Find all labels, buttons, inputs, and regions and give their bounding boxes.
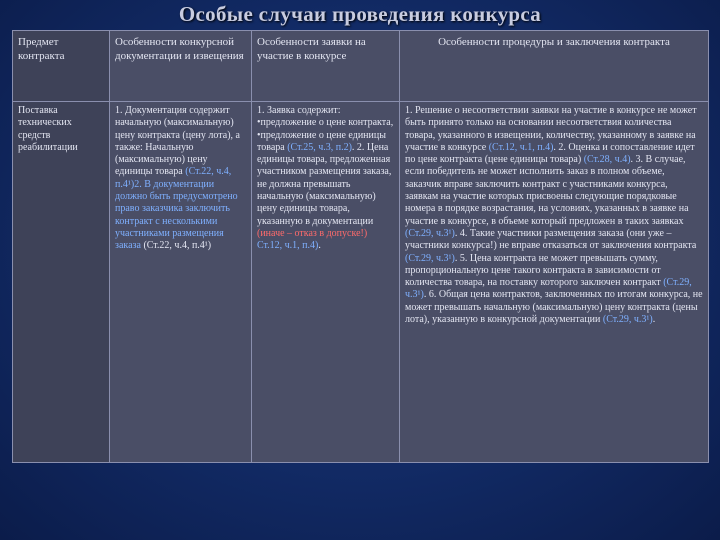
text-segment: 1. Документация содержит начальную (максимальную) цену контракта (цену лота), а также: Начальную (максимальную) цену единицы товара <box>115 105 240 178</box>
text-segment: 1. Решение о несоответствии заявки на участие в конкурсе не может быть принято только на основании несоответствия количества товара, указанного в извещении, количеству, указанному в заявке на участие в конкурсе <box>405 105 697 153</box>
header-procedure: Особенности процедуры и заключения контракта <box>400 31 709 102</box>
text-segment: (Ст.22, ч.4, п.4¹) <box>143 240 212 252</box>
text-segment: (Ст.22, ч.4, п.4¹) <box>115 166 232 190</box>
text-segment: (Ст.28, ч.4) <box>583 154 631 166</box>
header-application: Особенности заявки на участие в конкурсе <box>252 31 400 102</box>
text-segment: . <box>318 240 321 252</box>
text-segment: (Ст.29, ч.3¹) <box>405 227 455 239</box>
contest-cases-table <box>12 30 709 463</box>
text-segment: 1. Заявка содержит: •предложение о цене контракта, •предложение о цене единицы товара <box>257 105 394 153</box>
text-segment: . 5. Цена контракта не может превышать сумму, пропорциональную цене такого контракта в зависимости от количества товара, на поставку которого заключен контракт <box>405 252 664 289</box>
text-segment: (Ст.25, ч.3, п.2) <box>287 141 352 153</box>
text-segment: (иначе – отказ в допуске!) <box>257 227 368 239</box>
text-segment: . 4. Такие участники размещения заказа (они уже – участники конкурса!) не вправе отказаться от заключения контракта <box>405 227 697 252</box>
header-subject: Предмет контракта <box>13 31 110 102</box>
cell-application <box>252 102 400 463</box>
text-segment: 2. В документации должно быть предусмотрено право заказчика заключить контракт с несколькими участниками размещения заказа <box>115 178 238 252</box>
text-segment: (Ст.29, ч.3¹) <box>405 252 455 264</box>
page-title: Особые случаи проведения конкурса <box>178 2 542 26</box>
table-row <box>13 102 709 463</box>
text-segment: . 6. Общая цена контрактов, заключенных по итогам конкурса, не может превышать начальную (максимальную) цену контракта (цены лота), указанную в конкурсной документации <box>405 289 703 326</box>
cell-subject: Поставка технических средств реабилитации <box>13 102 110 463</box>
text-segment: (Ст.12, ч.1, п.4) <box>488 141 554 153</box>
table-header-row <box>13 31 709 102</box>
text-segment: (Ст.29, ч.3¹) <box>602 314 653 326</box>
cell-docs <box>110 102 252 463</box>
text-segment: . 2. Оценка и сопоставление идет по цене контракта (цене единицы товара) <box>405 141 695 166</box>
header-docs: Особенности конкурсной документации и извещения <box>110 31 252 102</box>
text-segment: . 2. Цена единицы товара, предложенная участником размещения заказа, не должна превышать начальную (максимальную) цену единицы товара, указанную в документации <box>257 141 392 227</box>
text-segment: Ст.12, ч.1, п.4) <box>257 240 319 252</box>
cell-procedure <box>400 102 709 463</box>
text-segment: (Ст.29, ч.3¹) <box>405 277 692 301</box>
text-segment: . 3. В случае, если победитель не может исполнить заказ в полном объеме, заказчик вправе заключить контракт с участниками конкурса, заявкам на участие которых присвоены следующие порядковые номера в порядке возрастания, на условиях, указанных в заявке на участие в конкурсе, в объеме который предложен в таких заявках <box>405 154 689 227</box>
text-segment: . <box>652 314 656 326</box>
